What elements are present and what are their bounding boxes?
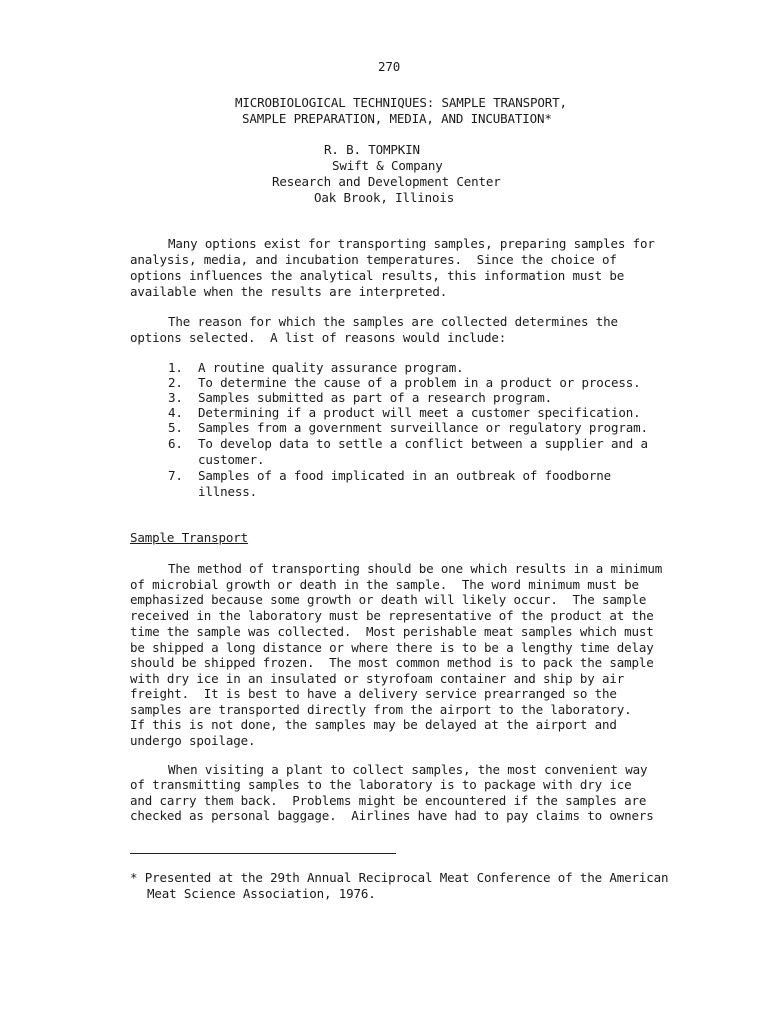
list-item-number: 1. bbox=[168, 360, 183, 375]
list-item-number: 6. bbox=[168, 436, 183, 451]
affiliation-center: Research and Development Center bbox=[272, 174, 501, 189]
list-item-text: To determine the cause of a problem in a product or process. bbox=[198, 375, 641, 390]
list-item-text: Samples submitted as part of a research program. bbox=[198, 390, 553, 405]
paragraph-line: options selected. A list of reasons would include: bbox=[130, 330, 507, 345]
paragraph-line: options influences the analytical results, this information must be bbox=[130, 268, 625, 283]
list-item-number: 3. bbox=[168, 390, 183, 405]
paragraph-line: If this is not done, the samples may be delayed at the airport and bbox=[130, 717, 617, 732]
list-item-number: 7. bbox=[168, 468, 183, 483]
paragraph-line: undergo spoilage. bbox=[130, 733, 256, 748]
footnote-line: Meat Science Association, 1976. bbox=[147, 886, 376, 901]
title-line-2: SAMPLE PREPARATION, MEDIA, AND INCUBATION* bbox=[242, 111, 552, 126]
paragraph-line: emphasized because some growth or death will likely occur. The sample bbox=[130, 592, 647, 607]
list-item-number: 4. bbox=[168, 405, 183, 420]
author-name: R. B. TOMPKIN bbox=[324, 142, 420, 157]
paragraph-line: be shipped a long distance or where there is to be a lengthy time delay bbox=[130, 640, 654, 655]
paragraph-line: Many options exist for transporting samples, preparing samples for bbox=[168, 236, 655, 251]
paragraph-line: with dry ice in an insulated or styrofoam container and ship by air bbox=[130, 671, 625, 686]
list-item-text: Samples of a food implicated in an outbreak of foodborne bbox=[198, 468, 612, 483]
paragraph-line: samples are transported directly from the airport to the laboratory. bbox=[130, 702, 632, 717]
paragraph-line: should be shipped frozen. The most common method is to pack the sample bbox=[130, 655, 654, 670]
paragraph-line: and carry them back. Problems might be encountered if the samples are bbox=[130, 793, 647, 808]
paragraph-line: analysis, media, and incubation temperatures. Since the choice of bbox=[130, 252, 617, 267]
list-item-text: Samples from a government surveillance or regulatory program. bbox=[198, 420, 648, 435]
list-item-number: 2. bbox=[168, 375, 183, 390]
list-item-text: To develop data to settle a conflict between a supplier and a bbox=[198, 436, 648, 451]
paragraph-line: of microbial growth or death in the sample. The word minimum must be bbox=[130, 577, 639, 592]
paragraph-line: of transmitting samples to the laboratory is to package with dry ice bbox=[130, 777, 632, 792]
list-item-number: 5. bbox=[168, 420, 183, 435]
paragraph-line: When visiting a plant to collect samples, the most convenient way bbox=[168, 762, 648, 777]
paragraph-line: freight. It is best to have a delivery service prearranged so the bbox=[130, 686, 617, 701]
paragraph-line: available when the results are interpreted. bbox=[130, 284, 448, 299]
list-item-text: A routine quality assurance program. bbox=[198, 360, 464, 375]
affiliation-company: Swift & Company bbox=[332, 158, 443, 173]
paragraph-line: time the sample was collected. Most perishable meat samples which must bbox=[130, 624, 654, 639]
footnote-divider bbox=[130, 853, 396, 854]
paragraph-line: The reason for which the samples are collected determines the bbox=[168, 314, 618, 329]
affiliation-location: Oak Brook, Illinois bbox=[314, 190, 455, 205]
paragraph-line: The method of transporting should be one which results in a minimum bbox=[168, 561, 663, 576]
paragraph-line: received in the laboratory must be representative of the product at the bbox=[130, 608, 654, 623]
list-item-text: Determining if a product will meet a customer specification. bbox=[198, 405, 641, 420]
page-number: 270 bbox=[378, 59, 401, 74]
list-item-text: customer. bbox=[198, 452, 265, 467]
title-line-1: MICROBIOLOGICAL TECHNIQUES: SAMPLE TRANSPORT, bbox=[235, 95, 567, 110]
section-heading: Sample Transport bbox=[130, 530, 249, 545]
footnote-line: * Presented at the 29th Annual Reciprocal Meat Conference of the American bbox=[130, 870, 669, 885]
paragraph-line: checked as personal baggage. Airlines have had to pay claims to owners bbox=[130, 808, 654, 823]
list-item-text: illness. bbox=[198, 484, 258, 499]
